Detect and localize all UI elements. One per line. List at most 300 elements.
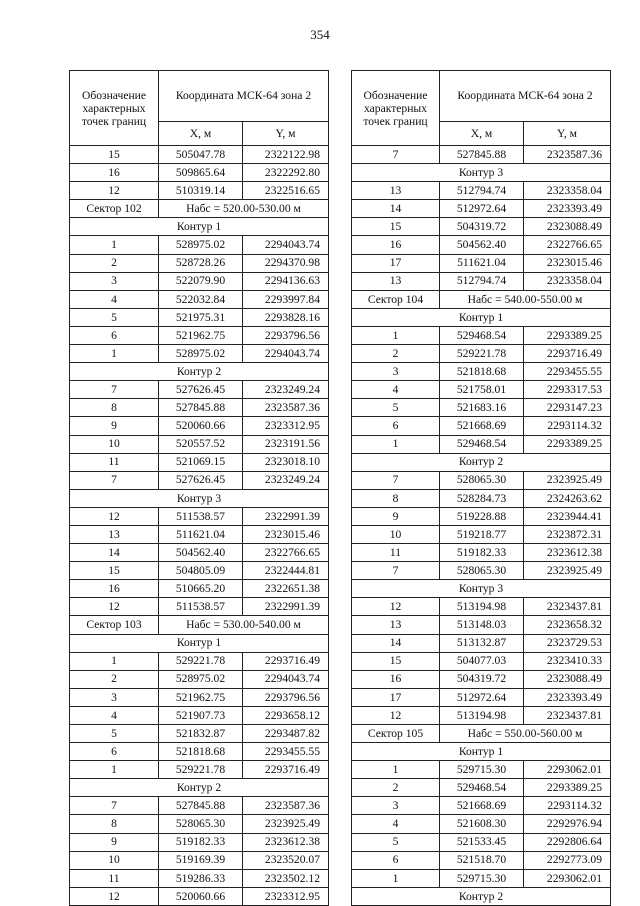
header-x: X, м — [159, 122, 243, 146]
point-number: 8 — [70, 399, 159, 417]
point-number: 1 — [352, 869, 440, 887]
point-number: 5 — [352, 833, 440, 851]
contour-label: Контур 1 — [352, 308, 611, 326]
table-row — [352, 525, 611, 543]
point-number: 12 — [70, 182, 159, 200]
x-coordinate: 529468.54 — [440, 326, 524, 344]
table-row — [352, 381, 611, 399]
y-coordinate: 2294370.98 — [243, 254, 329, 272]
y-coordinate: 2292773.09 — [524, 851, 611, 869]
contour-row — [352, 743, 611, 761]
elevation-range: Набс = 530.00-540.00 м — [159, 616, 329, 634]
table-row — [352, 435, 611, 453]
y-coordinate: 2322766.65 — [243, 544, 329, 562]
table-row — [70, 797, 329, 815]
table-row — [70, 471, 329, 489]
x-coordinate: 513194.98 — [440, 598, 524, 616]
point-number: 14 — [352, 200, 440, 218]
y-coordinate: 2323612.38 — [243, 833, 329, 851]
y-coordinate: 2293455.55 — [524, 363, 611, 381]
x-coordinate: 521975.31 — [159, 308, 243, 326]
table-row — [70, 182, 329, 200]
point-number: 14 — [70, 544, 159, 562]
elevation-range: Набс = 550.00-560.00 м — [440, 725, 611, 743]
point-number: 16 — [352, 236, 440, 254]
header-coordinate-system: Координата МСК-64 зона 2 — [159, 71, 329, 122]
x-coordinate: 512794.74 — [440, 272, 524, 290]
y-coordinate: 2293114.32 — [524, 417, 611, 435]
contour-label: Контур 1 — [70, 634, 329, 652]
coordinates-table-right — [351, 70, 611, 906]
x-coordinate: 512794.74 — [440, 182, 524, 200]
y-coordinate: 2323729.53 — [524, 634, 611, 652]
y-coordinate: 2323249.24 — [243, 471, 329, 489]
x-coordinate: 521069.15 — [159, 453, 243, 471]
table-row — [352, 236, 611, 254]
x-coordinate: 528975.02 — [159, 345, 243, 363]
x-coordinate: 521668.69 — [440, 417, 524, 435]
table-row — [352, 345, 611, 363]
y-coordinate: 2323015.46 — [524, 254, 611, 272]
x-coordinate: 504077.03 — [440, 652, 524, 670]
x-coordinate: 513132.87 — [440, 634, 524, 652]
y-coordinate: 2323088.49 — [524, 218, 611, 236]
contour-label: Контур 2 — [70, 779, 329, 797]
y-coordinate: 2323018.10 — [243, 453, 329, 471]
y-coordinate: 2323658.32 — [524, 616, 611, 634]
y-coordinate: 2294043.74 — [243, 345, 329, 363]
point-number: 3 — [70, 688, 159, 706]
table-row — [352, 779, 611, 797]
point-number: 17 — [352, 688, 440, 706]
y-coordinate: 2322651.38 — [243, 580, 329, 598]
x-coordinate: 505047.78 — [159, 146, 243, 164]
point-number: 6 — [70, 743, 159, 761]
point-number: 14 — [352, 634, 440, 652]
table-row — [70, 345, 329, 363]
x-coordinate: 522079.90 — [159, 272, 243, 290]
table-row — [70, 833, 329, 851]
y-coordinate: 2293317.53 — [524, 381, 611, 399]
x-coordinate: 522032.84 — [159, 290, 243, 308]
point-number: 16 — [70, 164, 159, 182]
y-coordinate: 2323015.46 — [243, 525, 329, 543]
y-coordinate: 2322766.65 — [524, 236, 611, 254]
table-row — [70, 164, 329, 182]
header-y: Y, м — [524, 122, 611, 146]
table-row — [70, 399, 329, 417]
y-coordinate: 2323944.41 — [524, 507, 611, 525]
y-coordinate: 2324263.62 — [524, 489, 611, 507]
point-number: 3 — [70, 272, 159, 290]
y-coordinate: 2293658.12 — [243, 706, 329, 724]
y-coordinate: 2323437.81 — [524, 706, 611, 724]
point-number: 6 — [70, 326, 159, 344]
table-row — [352, 146, 611, 164]
sector-row — [352, 725, 611, 743]
table-row — [70, 580, 329, 598]
y-coordinate: 2293487.82 — [243, 725, 329, 743]
point-number: 12 — [70, 887, 159, 905]
point-number: 1 — [70, 236, 159, 254]
y-coordinate: 2294043.74 — [243, 670, 329, 688]
y-coordinate: 2323191.56 — [243, 435, 329, 453]
y-coordinate: 2293716.49 — [243, 761, 329, 779]
x-coordinate: 528284.73 — [440, 489, 524, 507]
point-number: 12 — [70, 507, 159, 525]
table-row — [70, 381, 329, 399]
table-row — [352, 598, 611, 616]
x-coordinate: 511538.57 — [159, 598, 243, 616]
table-row — [70, 544, 329, 562]
sector-row — [352, 290, 611, 308]
table-row — [70, 326, 329, 344]
contour-row — [352, 887, 611, 905]
point-number: 13 — [352, 272, 440, 290]
table-row — [352, 634, 611, 652]
y-coordinate: 2323088.49 — [524, 670, 611, 688]
contour-label: Контур 2 — [70, 363, 329, 381]
y-coordinate: 2323925.49 — [524, 562, 611, 580]
contour-label: Контур 2 — [352, 887, 611, 905]
table-row — [352, 797, 611, 815]
point-number: 13 — [70, 525, 159, 543]
point-number: 1 — [352, 761, 440, 779]
point-number: 9 — [70, 417, 159, 435]
x-coordinate: 528728.26 — [159, 254, 243, 272]
x-coordinate: 521533.45 — [440, 833, 524, 851]
x-coordinate: 504562.40 — [159, 544, 243, 562]
x-coordinate: 521518.70 — [440, 851, 524, 869]
table-row — [352, 471, 611, 489]
x-coordinate: 527626.45 — [159, 381, 243, 399]
y-coordinate: 2323393.49 — [524, 688, 611, 706]
point-number: 7 — [70, 381, 159, 399]
table-row — [352, 182, 611, 200]
table-row — [70, 417, 329, 435]
table-row — [70, 851, 329, 869]
x-coordinate: 528065.30 — [440, 471, 524, 489]
point-number: 15 — [352, 218, 440, 236]
table-row — [70, 507, 329, 525]
x-coordinate: 510665.20 — [159, 580, 243, 598]
x-coordinate: 511538.57 — [159, 507, 243, 525]
y-coordinate: 2323587.36 — [243, 797, 329, 815]
x-coordinate: 512972.64 — [440, 688, 524, 706]
sector-name: Сектор 105 — [352, 725, 440, 743]
y-coordinate: 2323612.38 — [524, 544, 611, 562]
x-coordinate: 521818.68 — [440, 363, 524, 381]
x-coordinate: 504562.40 — [440, 236, 524, 254]
table-row — [352, 652, 611, 670]
contour-row — [352, 164, 611, 182]
x-coordinate: 509865.64 — [159, 164, 243, 182]
point-number: 7 — [352, 471, 440, 489]
y-coordinate: 2322516.65 — [243, 182, 329, 200]
x-coordinate: 529468.54 — [440, 779, 524, 797]
point-number: 12 — [352, 598, 440, 616]
point-number: 6 — [352, 851, 440, 869]
point-number: 1 — [352, 435, 440, 453]
x-coordinate: 504805.09 — [159, 562, 243, 580]
table-row — [70, 652, 329, 670]
point-number: 11 — [352, 544, 440, 562]
x-coordinate: 513194.98 — [440, 706, 524, 724]
sector-row — [70, 200, 329, 218]
x-coordinate: 519286.33 — [159, 869, 243, 887]
y-coordinate: 2323872.31 — [524, 525, 611, 543]
table-body — [70, 71, 329, 906]
table-row — [352, 507, 611, 525]
table-row — [70, 146, 329, 164]
table-row — [70, 743, 329, 761]
x-coordinate: 528065.30 — [159, 815, 243, 833]
point-number: 15 — [70, 562, 159, 580]
point-number: 4 — [352, 381, 440, 399]
x-coordinate: 513148.03 — [440, 616, 524, 634]
point-number: 6 — [352, 417, 440, 435]
table-row — [70, 254, 329, 272]
table-row — [352, 851, 611, 869]
y-coordinate: 2323312.95 — [243, 417, 329, 435]
table-row — [70, 869, 329, 887]
header-y: Y, м — [243, 122, 329, 146]
y-coordinate: 2292806.64 — [524, 833, 611, 851]
x-coordinate: 527845.88 — [440, 146, 524, 164]
point-number: 15 — [352, 652, 440, 670]
y-coordinate: 2323437.81 — [524, 598, 611, 616]
table-row — [352, 200, 611, 218]
x-coordinate: 521608.30 — [440, 815, 524, 833]
table-row — [352, 616, 611, 634]
y-coordinate: 2293062.01 — [524, 869, 611, 887]
point-number: 7 — [70, 797, 159, 815]
table-body — [352, 71, 611, 906]
table-row — [352, 688, 611, 706]
x-coordinate: 519218.77 — [440, 525, 524, 543]
point-number: 12 — [352, 706, 440, 724]
y-coordinate: 2323587.36 — [243, 399, 329, 417]
x-coordinate: 529221.78 — [440, 345, 524, 363]
contour-row — [70, 363, 329, 381]
point-number: 7 — [70, 471, 159, 489]
x-coordinate: 521668.69 — [440, 797, 524, 815]
table-row — [70, 308, 329, 326]
point-number: 4 — [352, 815, 440, 833]
x-coordinate: 511621.04 — [440, 254, 524, 272]
point-number: 9 — [352, 507, 440, 525]
table-row — [70, 815, 329, 833]
y-coordinate: 2294136.63 — [243, 272, 329, 290]
point-number: 4 — [70, 290, 159, 308]
y-coordinate: 2293828.16 — [243, 308, 329, 326]
x-coordinate: 527845.88 — [159, 399, 243, 417]
table-row — [352, 670, 611, 688]
contour-label: Контур 3 — [70, 489, 329, 507]
x-coordinate: 504319.72 — [440, 218, 524, 236]
header-points-label: Обозначение характерных точек границ — [352, 71, 440, 146]
point-number: 5 — [352, 399, 440, 417]
point-number: 16 — [70, 580, 159, 598]
y-coordinate: 2322122.98 — [243, 146, 329, 164]
point-number: 13 — [352, 182, 440, 200]
point-number: 7 — [352, 146, 440, 164]
y-coordinate: 2293716.49 — [243, 652, 329, 670]
y-coordinate: 2323925.49 — [524, 471, 611, 489]
x-coordinate: 521962.75 — [159, 688, 243, 706]
contour-label: Контур 1 — [352, 743, 611, 761]
x-coordinate: 528975.02 — [159, 236, 243, 254]
table-row — [352, 815, 611, 833]
point-number: 8 — [352, 489, 440, 507]
y-coordinate: 2323358.04 — [524, 272, 611, 290]
y-coordinate: 2293455.55 — [243, 743, 329, 761]
sector-row — [70, 616, 329, 634]
point-number: 1 — [70, 345, 159, 363]
contour-row — [70, 779, 329, 797]
x-coordinate: 529221.78 — [159, 652, 243, 670]
sector-name: Сектор 103 — [70, 616, 159, 634]
x-coordinate: 521832.87 — [159, 725, 243, 743]
table-row — [70, 887, 329, 905]
y-coordinate: 2322991.39 — [243, 598, 329, 616]
x-coordinate: 510319.14 — [159, 182, 243, 200]
x-coordinate: 520060.66 — [159, 417, 243, 435]
y-coordinate: 2323587.36 — [524, 146, 611, 164]
point-number: 17 — [352, 254, 440, 272]
x-coordinate: 520060.66 — [159, 887, 243, 905]
table-row — [70, 706, 329, 724]
point-number: 11 — [70, 453, 159, 471]
coordinates-table-left — [69, 70, 329, 906]
y-coordinate: 2293389.25 — [524, 326, 611, 344]
header-row — [352, 71, 611, 122]
table-row — [70, 272, 329, 290]
x-coordinate: 527626.45 — [159, 471, 243, 489]
point-number: 1 — [70, 652, 159, 670]
x-coordinate: 520557.52 — [159, 435, 243, 453]
y-coordinate: 2293114.32 — [524, 797, 611, 815]
sector-name: Сектор 104 — [352, 290, 440, 308]
point-number: 3 — [352, 363, 440, 381]
x-coordinate: 521818.68 — [159, 743, 243, 761]
contour-row — [352, 453, 611, 471]
x-coordinate: 521683.16 — [440, 399, 524, 417]
sector-name: Сектор 102 — [70, 200, 159, 218]
table-row — [70, 725, 329, 743]
y-coordinate: 2322444.81 — [243, 562, 329, 580]
table-row — [352, 399, 611, 417]
y-coordinate: 2323249.24 — [243, 381, 329, 399]
y-coordinate: 2323410.33 — [524, 652, 611, 670]
table-row — [70, 290, 329, 308]
x-coordinate: 521907.73 — [159, 706, 243, 724]
table-row — [70, 562, 329, 580]
y-coordinate: 2293062.01 — [524, 761, 611, 779]
y-coordinate: 2293997.84 — [243, 290, 329, 308]
x-coordinate: 519182.33 — [440, 544, 524, 562]
contour-row — [70, 634, 329, 652]
point-number: 3 — [352, 797, 440, 815]
table-row — [352, 326, 611, 344]
point-number: 16 — [352, 670, 440, 688]
table-row — [352, 562, 611, 580]
table-row — [352, 869, 611, 887]
y-coordinate: 2293147.23 — [524, 399, 611, 417]
y-coordinate: 2322991.39 — [243, 507, 329, 525]
point-number: 2 — [70, 254, 159, 272]
point-number: 10 — [70, 435, 159, 453]
point-number: 13 — [352, 616, 440, 634]
x-coordinate: 528065.30 — [440, 562, 524, 580]
point-number: 5 — [70, 308, 159, 326]
contour-label: Контур 1 — [70, 218, 329, 236]
table-row — [70, 670, 329, 688]
point-number: 12 — [70, 598, 159, 616]
y-coordinate: 2322292.80 — [243, 164, 329, 182]
point-number: 15 — [70, 146, 159, 164]
x-coordinate: 504319.72 — [440, 670, 524, 688]
y-coordinate: 2323925.49 — [243, 815, 329, 833]
table-row — [70, 761, 329, 779]
table-row — [70, 453, 329, 471]
table-row — [70, 525, 329, 543]
x-coordinate: 511621.04 — [159, 525, 243, 543]
contour-label: Контур 3 — [352, 164, 611, 182]
table-row — [352, 833, 611, 851]
table-row — [352, 254, 611, 272]
header-x: X, м — [440, 122, 524, 146]
point-number: 10 — [70, 851, 159, 869]
x-coordinate: 519182.33 — [159, 833, 243, 851]
y-coordinate: 2294043.74 — [243, 236, 329, 254]
contour-row — [352, 580, 611, 598]
table-row — [352, 218, 611, 236]
x-coordinate: 512972.64 — [440, 200, 524, 218]
elevation-range: Набс = 520.00-530.00 м — [159, 200, 329, 218]
point-number: 2 — [352, 779, 440, 797]
page-number: 354 — [310, 27, 330, 42]
table-row — [352, 544, 611, 562]
point-number: 1 — [352, 326, 440, 344]
point-number: 7 — [352, 562, 440, 580]
point-number: 2 — [70, 670, 159, 688]
point-number: 10 — [352, 525, 440, 543]
table-row — [352, 272, 611, 290]
table-row — [352, 706, 611, 724]
table-row — [352, 489, 611, 507]
y-coordinate: 2293389.25 — [524, 435, 611, 453]
header-points-label: Обозначение характерных точек границ — [70, 71, 159, 146]
y-coordinate: 2293796.56 — [243, 688, 329, 706]
y-coordinate: 2323502.12 — [243, 869, 329, 887]
x-coordinate: 529221.78 — [159, 761, 243, 779]
point-number: 2 — [352, 345, 440, 363]
point-number: 9 — [70, 833, 159, 851]
table-row — [70, 236, 329, 254]
table-row — [352, 363, 611, 381]
x-coordinate: 529468.54 — [440, 435, 524, 453]
x-coordinate: 521962.75 — [159, 326, 243, 344]
point-number: 8 — [70, 815, 159, 833]
table-row — [70, 688, 329, 706]
x-coordinate: 528975.02 — [159, 670, 243, 688]
elevation-range: Набс = 540.00-550.00 м — [440, 290, 611, 308]
contour-label: Контур 2 — [352, 453, 611, 471]
x-coordinate: 527845.88 — [159, 797, 243, 815]
y-coordinate: 2293389.25 — [524, 779, 611, 797]
table-row — [70, 435, 329, 453]
